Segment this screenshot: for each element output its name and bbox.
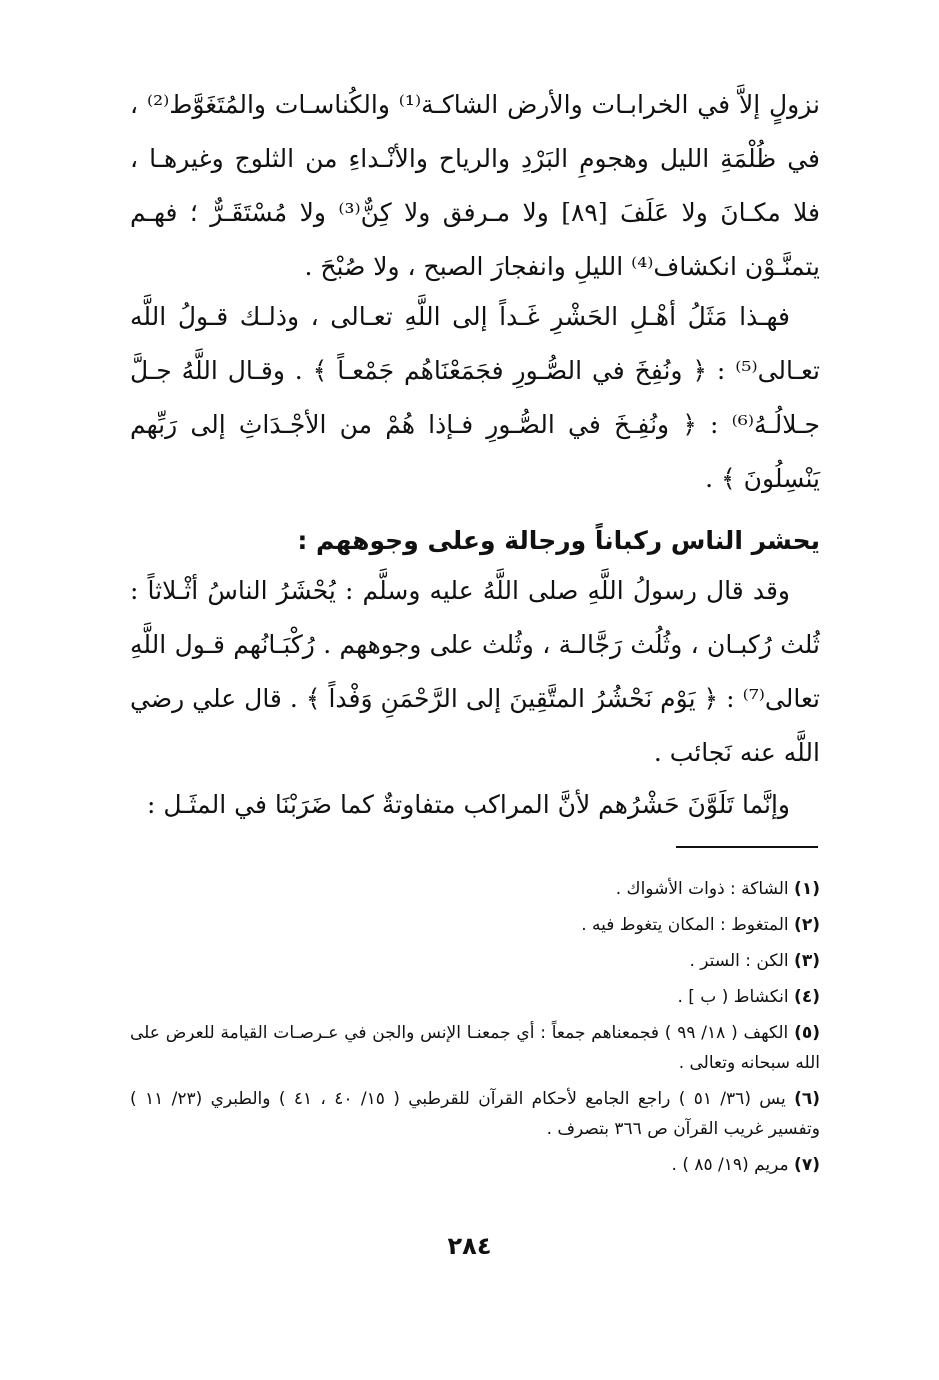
- section-heading: يحشر الناس ركباناً ورجالة وعلى وجوههم :: [297, 526, 820, 555]
- paragraph-3: [130, 564, 820, 780]
- footnote-separator: [676, 846, 818, 848]
- footnote-number: (٣): [794, 951, 820, 971]
- footnote-text: مريم (١٩/ ٨٥ ) .: [671, 1155, 789, 1175]
- footnote-3: [130, 946, 820, 976]
- footnote-text: الشاكة : ذوات الأشواك .: [615, 879, 789, 899]
- footnote-number: (٧): [794, 1155, 820, 1175]
- footnotes: [130, 874, 820, 1186]
- footnote-1: [130, 874, 820, 904]
- footnote-text: انكشاط ( ب ] .: [677, 987, 789, 1007]
- footnote-text: الكهف ( ١٨/ ٩٩ ) فجمعناهم جمعاً : أي جمعنـا الإنس والجن في عـرصـات القيامة للعرض على الله سبحانه وتعالى .: [130, 1023, 820, 1073]
- footnote-text: يس (٣٦/ ٥١ ) راجع الجامع لأحكام القرآن للقرطبي ( ١٥/ ٤٠ ، ٤١ ) والطبري (٢٣/ ١١ ) وتفسير غريب القرآن ص ٣٦٦ بتصرف .: [130, 1089, 820, 1139]
- footnote-number: (٤): [794, 987, 820, 1007]
- paragraph-2: [130, 290, 820, 506]
- footnote-text: المتغوط : المكان يتغوط فيه .: [581, 915, 789, 935]
- paragraph-1: نزولٍ إلاَّ في الخرابـات والأرض الشاكـة⁽¹⁾ والكُناسـات والمُتَغَوَّط⁽²⁾ ، في ظُلْمَةِ الليل وهجومِ البَرْدِ والرياح والأنْـداءِ من الثلوج وغيرهـا ، فلا مكـانَ ولا عَلَفَ [٨٩] ولا مـرفق ولا كِنٌّ⁽³⁾ ولا مُسْتَقَـرٌّ ؛ فهـم يتمنَّـوْن انكشاف⁽⁴⁾ الليلِ وانفجارَ الصبح ، ولا صُبْحَ .: [130, 90, 821, 281]
- page-number: ٢٨٤: [447, 1232, 492, 1260]
- footnote-2: [130, 910, 820, 940]
- footnote-6: [130, 1084, 820, 1144]
- footnote-7: [130, 1150, 820, 1180]
- paragraph-4-text: وإنَّما تَلَوَّنَ حَشْرُهم لأنَّ المراكب متفاوتةٌ كما ضَرَبْنَا في المثَـل :: [147, 790, 790, 819]
- paragraph-4: [130, 778, 820, 832]
- footnote-number: (١): [794, 879, 820, 899]
- footnote-number: (٢): [794, 915, 820, 935]
- footnote-number: (٦): [794, 1089, 821, 1109]
- footnote-text: الكن : الستر .: [689, 951, 789, 971]
- footnote-5: [130, 1018, 820, 1078]
- footnote-4: [130, 982, 820, 1012]
- footnote-number: (٥): [794, 1023, 821, 1043]
- paragraph-3-text: وقد قال رسولُ اللَّهِ صلى اللَّهُ عليه وسلَّم : يُحْشَرُ الناسُ أثْـلاثاً : ثُلث رُكبـان ، وثُلُث رَجَّالـة ، وثُلث على وجوههم . رُكْبَـانُهم قـول اللَّهِ تعالى⁽⁷⁾ : ﴿ يَوْم نَحْشُرُ المتَّقِينَ إلى الرَّحْمَنِ وَفْداً ﴾ . قال علي رضي اللَّه عنه نَجائب .: [130, 576, 820, 767]
- paragraph-2-text: فهـذا مَثَلُ أهْـلِ الحَشْرِ غَـداً إلى اللَّهِ تعـالى ، وذلـك قـولُ اللَّه تعـالى⁽⁵⁾ : ﴿ ونُفِخَ في الصُّـورِ فجَمَعْنَاهُم جَمْعـاً ﴾ . وقـال اللَّهُ جـلَّ جـلالُـهُ⁽⁶⁾ : ﴿ ونُفِـخَ في الصُّـورِ فـإذا هُمْ من الأجْـدَاثِ إلى رَبِّهم يَنْسِلُونَ ﴾ .: [130, 302, 820, 493]
